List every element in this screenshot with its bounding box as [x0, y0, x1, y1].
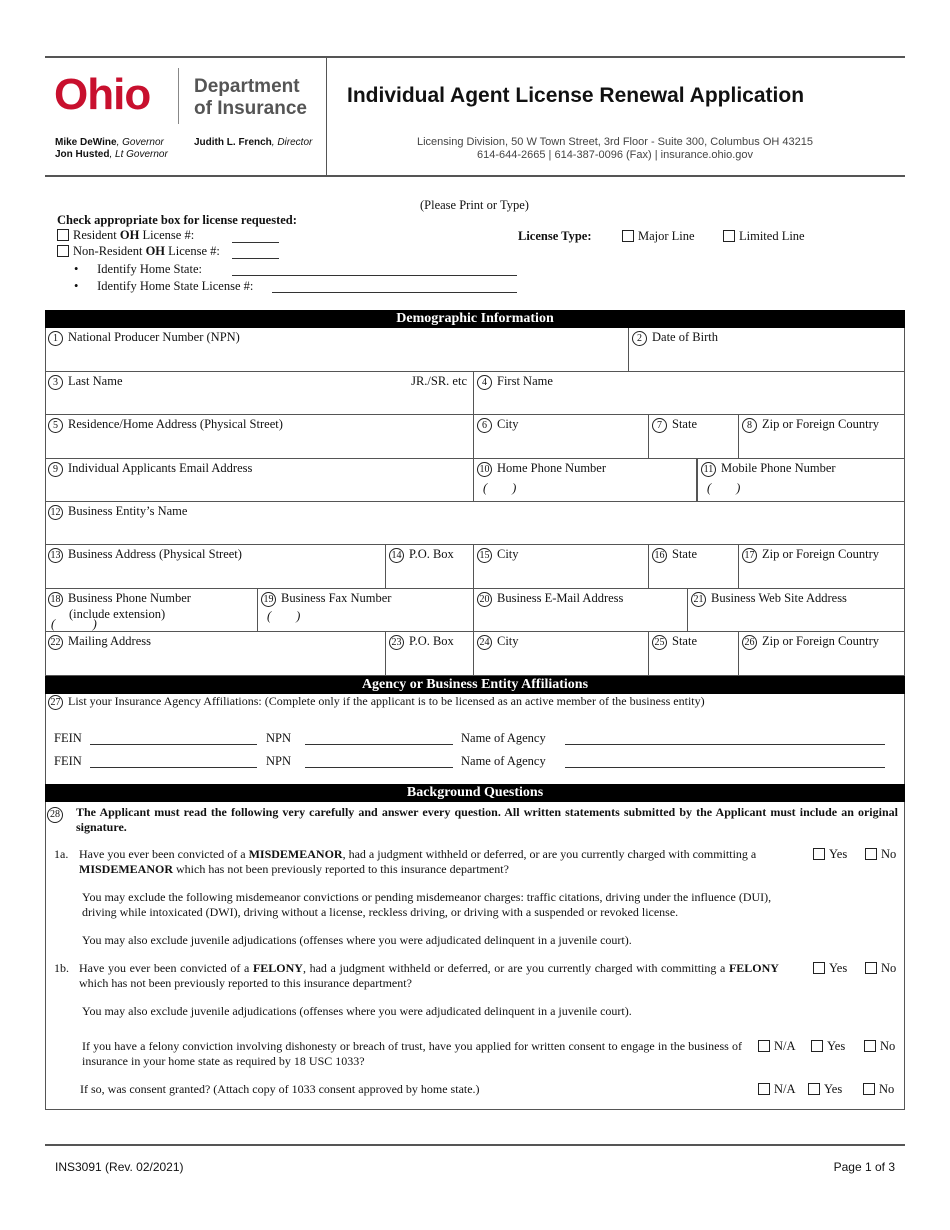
field-number-10: 10 — [477, 462, 492, 477]
consent-na-option[interactable]: N/A — [758, 1039, 796, 1054]
field-number-12: 12 — [48, 505, 63, 520]
home-state-label: • Identify Home State: — [74, 262, 202, 276]
field-number-25: 25 — [652, 635, 667, 650]
agency-input-2[interactable] — [565, 767, 885, 768]
major-line-option[interactable]: Major Line — [622, 229, 695, 244]
fein-label-2: FEIN — [54, 754, 82, 768]
consent-yes-checkbox[interactable] — [811, 1040, 823, 1052]
license-type-label: License Type: — [518, 229, 592, 243]
fein-input-1[interactable] — [90, 744, 257, 745]
field-number-22: 22 — [48, 635, 63, 650]
juvenile-exclusion-1a: You may also exclude juvenile adjudications (offenses where you were adjudicated delinquent in a juvenile court). — [82, 933, 632, 947]
nonresident-license-option[interactable]: Non-Resident OH License #: — [57, 244, 220, 259]
field-number-2: 2 — [632, 331, 647, 346]
home-state-license-label: • Identify Home State License #: — [74, 279, 254, 293]
q1a-no-option[interactable]: No — [865, 847, 896, 862]
resident-checkbox[interactable] — [57, 229, 69, 241]
business-website-field[interactable]: 21 Business Web Site Address — [688, 589, 905, 632]
business-phone-area-code: ( ) — [51, 617, 97, 631]
business-po-box-field[interactable]: 14 P.O. Box — [386, 545, 474, 589]
jr-sr-label: JR./SR. etc — [411, 374, 467, 388]
fein-input-2[interactable] — [90, 767, 257, 768]
granted-yes-option[interactable]: Yes — [808, 1082, 842, 1097]
field-number-1: 1 — [48, 331, 63, 346]
consent-question: If you have a felony conviction involving dishonesty or breach of trust, have you applied for written consent to engage in the business of insurance in your home state as required by 18 USC 1033? — [82, 1039, 742, 1068]
q1a-no-checkbox[interactable] — [865, 848, 877, 860]
residence-city-field[interactable]: 6 City — [474, 415, 649, 459]
limited-line-option[interactable]: Limited Line — [723, 229, 805, 244]
field-number-5: 5 — [48, 418, 63, 433]
field-number-24: 24 — [477, 635, 492, 650]
first-name-field[interactable]: 4 First Name — [474, 372, 905, 415]
affiliations-header: Agency or Business Entity Affiliations — [45, 676, 905, 694]
q1b-no-option[interactable]: No — [865, 961, 896, 976]
business-city-field[interactable]: 15 City — [474, 545, 649, 589]
field-number-20: 20 — [477, 592, 492, 607]
field-number-8: 8 — [742, 418, 757, 433]
question-1a-label: 1a. — [54, 847, 69, 861]
date-of-birth-field[interactable]: 2 Date of Birth — [629, 328, 905, 372]
npn-label-2: NPN — [266, 754, 292, 768]
q1b-yes-option[interactable]: Yes — [813, 961, 847, 976]
page-number: Page 1 of 3 — [833, 1160, 895, 1174]
home-state-input[interactable] — [232, 275, 517, 276]
consent-yes-option[interactable]: Yes — [811, 1039, 845, 1054]
nonresident-license-input[interactable] — [232, 258, 279, 259]
nonresident-checkbox[interactable] — [57, 245, 69, 257]
q1a-yes-option[interactable]: Yes — [813, 847, 847, 862]
agency-label-2: Name of Agency — [461, 754, 546, 768]
home-phone-field[interactable]: 10 Home Phone Number ( ) — [474, 459, 697, 502]
field-number-18: 18 — [48, 592, 63, 607]
misdemeanor-exclusions: You may exclude the following misdemeanor convictions or pending misdemeanor charges: traffic citations, driving under the influence (DUI), driving while intoxicated (DWI), driving without a license, reckless driving, or driving with a suspended or revoked license. — [82, 890, 772, 919]
juvenile-exclusion-1b: You may also exclude juvenile adjudications (offenses where you were adjudicated delinquent in a juvenile court). — [82, 1004, 632, 1018]
field-number-11: 11 — [701, 462, 716, 477]
q1a-yes-checkbox[interactable] — [813, 848, 825, 860]
last-name-field[interactable]: 3 Last Name JR./SR. etc — [45, 372, 474, 415]
field-number-13: 13 — [48, 548, 63, 563]
business-zip-field[interactable]: 17 Zip or Foreign Country — [739, 545, 905, 589]
field-number-16: 16 — [652, 548, 667, 563]
business-address-field[interactable]: 13 Business Address (Physical Street) — [45, 545, 386, 589]
field-number-14: 14 — [389, 548, 404, 563]
background-header: Background Questions — [45, 784, 905, 802]
limited-line-checkbox[interactable] — [723, 230, 735, 242]
business-fax-area-code: ( ) — [267, 609, 301, 623]
field-number-19: 19 — [261, 592, 276, 607]
business-state-field[interactable]: 16 State — [649, 545, 739, 589]
residence-zip-field[interactable]: 8 Zip or Foreign Country — [739, 415, 905, 459]
consent-no-option[interactable]: No — [864, 1039, 895, 1054]
ohio-logo — [54, 70, 150, 120]
field-number-26: 26 — [742, 635, 757, 650]
npn-field[interactable]: 1 National Producer Number (NPN) — [45, 328, 629, 372]
resident-license-option[interactable]: Resident OH License #: — [57, 228, 194, 243]
consent-na-checkbox[interactable] — [758, 1040, 770, 1052]
field-number-27: 27 — [48, 695, 63, 710]
department-name: Department of Insurance — [194, 76, 307, 119]
mailing-address-field[interactable]: 22 Mailing Address — [45, 632, 386, 676]
field-number-23: 23 — [389, 635, 404, 650]
field-number-21: 21 — [691, 592, 706, 607]
q1b-no-checkbox[interactable] — [865, 962, 877, 974]
field-number-17: 17 — [742, 548, 757, 563]
major-line-checkbox[interactable] — [622, 230, 634, 242]
agency-label-1: Name of Agency — [461, 731, 546, 745]
mailing-po-box-field[interactable]: 23 P.O. Box — [386, 632, 474, 676]
print-note: (Please Print or Type) — [420, 198, 529, 212]
mailing-city-field[interactable]: 24 City — [474, 632, 649, 676]
field-number-9: 9 — [48, 462, 63, 477]
granted-na-checkbox[interactable] — [758, 1083, 770, 1095]
business-email-field[interactable]: 20 Business E-Mail Address — [474, 589, 688, 632]
field-number-28: 28 — [47, 806, 68, 823]
business-entity-name-field[interactable]: 12 Business Entity’s Name — [45, 502, 905, 545]
field-number-15: 15 — [477, 548, 492, 563]
npn-input-1[interactable] — [305, 744, 453, 745]
mailing-state-field[interactable]: 25 State — [649, 632, 739, 676]
ohio-logo-text: Ohio — [54, 70, 151, 119]
mailing-zip-field[interactable]: 26 Zip or Foreign Country — [739, 632, 905, 676]
home-state-license-input[interactable] — [272, 292, 517, 293]
affiliations-instruction: 27 List your Insurance Agency Affiliations: (Complete only if the applicant is to be licensed as an active member of the business entity) — [48, 694, 705, 710]
granted-na-option[interactable]: N/A — [758, 1082, 796, 1097]
background-instructions: The Applicant must read the following very carefully and answer every question. All written statements submitted by the Applicant must include an original signature. — [76, 805, 898, 834]
form-title: Individual Agent License Renewal Application — [347, 84, 805, 107]
q1b-yes-checkbox[interactable] — [813, 962, 825, 974]
form-id: INS3091 (Rev. 02/2021) — [55, 1160, 184, 1174]
business-phone-field[interactable]: 18 Business Phone Number (include extension) ( ) — [45, 589, 258, 632]
npn-label-1: NPN — [266, 731, 292, 745]
home-phone-area-code: ( ) — [483, 481, 517, 495]
granted-no-option[interactable]: No — [863, 1082, 894, 1097]
granted-no-checkbox[interactable] — [863, 1083, 875, 1095]
email-field[interactable]: 9 Individual Applicants Email Address — [45, 459, 474, 502]
consent-no-checkbox[interactable] — [864, 1040, 876, 1052]
business-fax-field[interactable]: 19 Business Fax Number ( ) — [258, 589, 474, 632]
question-1a-text: Have you ever been convicted of a MISDEMEANOR, had a judgment withheld or deferred, or are you currently charged with committing a MISDEMEANOR which has not been previously reported to this insurance department? — [79, 847, 757, 876]
field-number-3: 3 — [48, 375, 63, 390]
npn-input-2[interactable] — [305, 767, 453, 768]
question-1b-label: 1b. — [54, 961, 69, 975]
check-box-instruction: Check appropriate box for license requested: — [57, 213, 297, 227]
agency-input-1[interactable] — [565, 744, 885, 745]
residence-address-field[interactable]: 5 Residence/Home Address (Physical Street) — [45, 415, 474, 459]
granted-yes-checkbox[interactable] — [808, 1083, 820, 1095]
governor-names: Mike DeWine, Governor Jon Husted, Lt Governor — [55, 137, 168, 160]
field-number-7: 7 — [652, 418, 667, 433]
demographic-header: Demographic Information — [45, 310, 905, 328]
field-number-4: 4 — [477, 375, 492, 390]
mobile-phone-field[interactable]: 11 Mobile Phone Number ( ) — [697, 459, 905, 502]
residence-state-field[interactable]: 7 State — [649, 415, 739, 459]
field-number-6: 6 — [477, 418, 492, 433]
director-name: Judith L. French, Director — [194, 137, 313, 148]
resident-license-input[interactable] — [232, 242, 279, 243]
division-address: Licensing Division, 50 W Town Street, 3rd Floor - Suite 300, Columbus OH 43215 614-644-2665 | 614-387-0096 (Fax) | insurance.ohio.gov — [417, 136, 813, 161]
mobile-phone-area-code: ( ) — [707, 481, 741, 495]
question-1b-text: Have you ever been convicted of a FELONY, had a judgment withheld or deferred, or are you currently charged with committing a FELONY which has not been previously reported to this insurance department? — [79, 961, 779, 990]
fein-label-1: FEIN — [54, 731, 82, 745]
consent-granted-question: If so, was consent granted? (Attach copy of 1033 consent approved by home state.) — [80, 1082, 480, 1096]
